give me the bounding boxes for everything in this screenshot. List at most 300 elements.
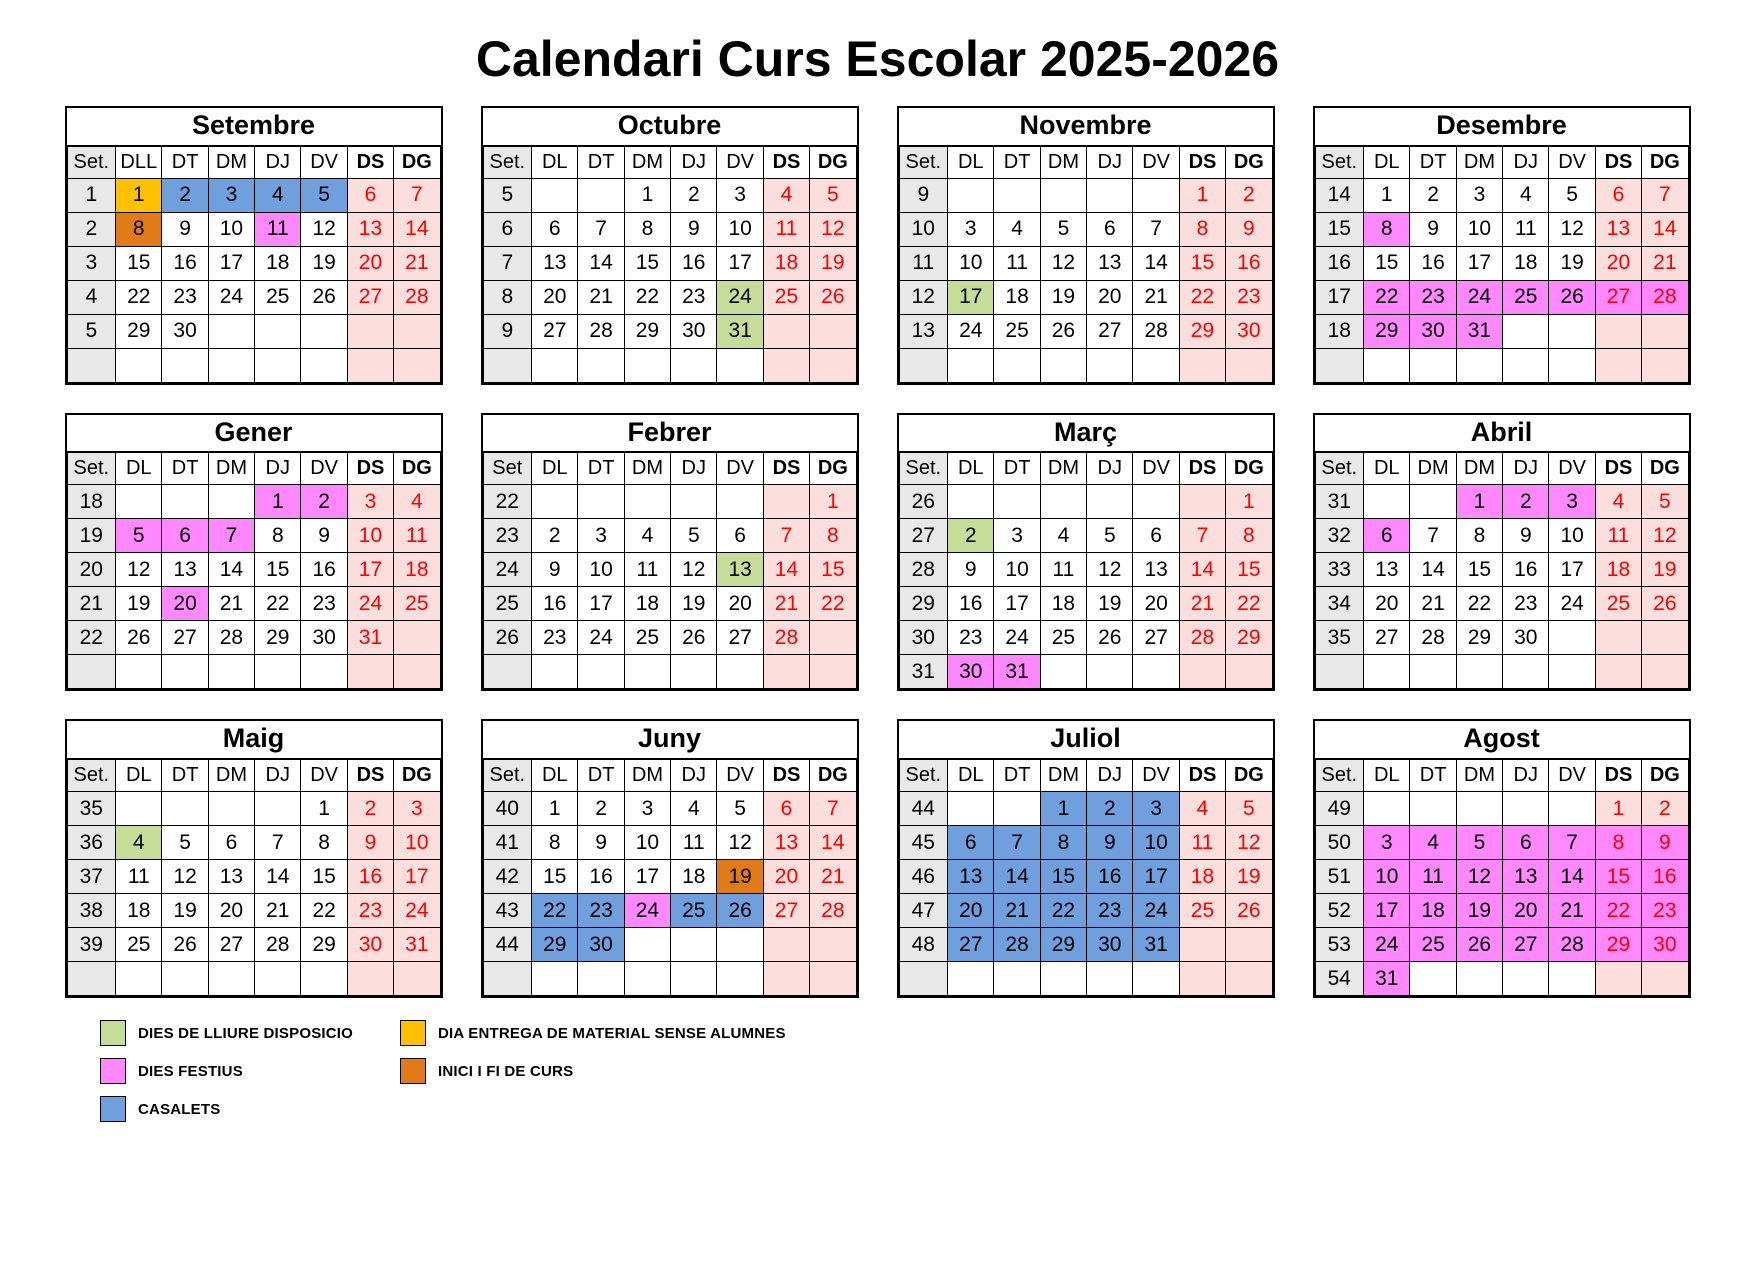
day-cell[interactable]: 11 bbox=[1179, 826, 1225, 860]
day-cell[interactable]: 16 bbox=[532, 587, 578, 621]
day-cell[interactable]: 25 bbox=[116, 928, 162, 962]
day-cell[interactable]: 31 bbox=[717, 314, 763, 348]
day-cell[interactable]: 9 bbox=[671, 212, 717, 246]
day-cell[interactable]: 19 bbox=[717, 860, 763, 894]
day-cell[interactable]: 29 bbox=[301, 928, 347, 962]
day-cell[interactable]: 21 bbox=[1179, 587, 1225, 621]
day-cell[interactable]: 17 bbox=[347, 553, 393, 587]
day-cell[interactable]: 5 bbox=[301, 178, 347, 212]
day-cell[interactable]: 7 bbox=[994, 826, 1040, 860]
day-cell[interactable]: 8 bbox=[1595, 826, 1641, 860]
day-cell[interactable] bbox=[1040, 485, 1086, 519]
day-cell[interactable]: 2 bbox=[162, 178, 208, 212]
day-cell[interactable]: 28 bbox=[763, 621, 809, 655]
day-cell[interactable]: 18 bbox=[116, 894, 162, 928]
day-cell[interactable]: 31 bbox=[1364, 962, 1410, 996]
day-cell[interactable]: 18 bbox=[671, 860, 717, 894]
day-cell[interactable]: 19 bbox=[301, 246, 347, 280]
day-cell[interactable]: 25 bbox=[394, 587, 440, 621]
day-cell[interactable]: 2 bbox=[1410, 178, 1456, 212]
day-cell[interactable]: 9 bbox=[1642, 826, 1688, 860]
day-cell[interactable]: 21 bbox=[994, 894, 1040, 928]
day-cell[interactable]: 24 bbox=[1364, 928, 1410, 962]
day-cell[interactable]: 29 bbox=[1595, 928, 1641, 962]
day-cell[interactable]: 22 bbox=[532, 894, 578, 928]
day-cell[interactable] bbox=[1642, 655, 1688, 689]
day-cell[interactable]: 4 bbox=[1595, 485, 1641, 519]
day-cell[interactable]: 10 bbox=[347, 519, 393, 553]
day-cell[interactable]: 3 bbox=[717, 178, 763, 212]
day-cell[interactable] bbox=[994, 178, 1040, 212]
day-cell[interactable]: 15 bbox=[116, 246, 162, 280]
day-cell[interactable]: 8 bbox=[624, 212, 670, 246]
day-cell[interactable]: 6 bbox=[948, 826, 994, 860]
day-cell[interactable]: 29 bbox=[1179, 314, 1225, 348]
day-cell[interactable] bbox=[1549, 792, 1595, 826]
day-cell[interactable]: 25 bbox=[1595, 587, 1641, 621]
day-cell[interactable]: 24 bbox=[994, 621, 1040, 655]
day-cell[interactable] bbox=[1364, 655, 1410, 689]
day-cell[interactable]: 16 bbox=[1410, 246, 1456, 280]
day-cell[interactable]: 2 bbox=[948, 519, 994, 553]
day-cell[interactable]: 11 bbox=[671, 826, 717, 860]
day-cell[interactable]: 19 bbox=[162, 894, 208, 928]
day-cell[interactable]: 30 bbox=[948, 655, 994, 689]
day-cell[interactable] bbox=[532, 348, 578, 382]
day-cell[interactable] bbox=[532, 485, 578, 519]
day-cell[interactable]: 21 bbox=[1133, 280, 1179, 314]
day-cell[interactable] bbox=[116, 962, 162, 996]
day-cell[interactable]: 19 bbox=[1549, 246, 1595, 280]
day-cell[interactable]: 5 bbox=[1040, 212, 1086, 246]
day-cell[interactable] bbox=[1040, 178, 1086, 212]
day-cell[interactable]: 14 bbox=[394, 212, 440, 246]
day-cell[interactable] bbox=[1226, 348, 1272, 382]
day-cell[interactable] bbox=[1226, 655, 1272, 689]
day-cell[interactable] bbox=[671, 655, 717, 689]
day-cell[interactable] bbox=[1503, 348, 1549, 382]
day-cell[interactable] bbox=[671, 348, 717, 382]
day-cell[interactable]: 8 bbox=[1456, 519, 1502, 553]
day-cell[interactable]: 13 bbox=[717, 553, 763, 587]
day-cell[interactable]: 28 bbox=[1410, 621, 1456, 655]
day-cell[interactable]: 30 bbox=[1226, 314, 1272, 348]
day-cell[interactable]: 5 bbox=[1226, 792, 1272, 826]
day-cell[interactable] bbox=[671, 928, 717, 962]
day-cell[interactable]: 23 bbox=[1226, 280, 1272, 314]
day-cell[interactable] bbox=[1642, 348, 1688, 382]
day-cell[interactable] bbox=[1364, 348, 1410, 382]
day-cell[interactable]: 14 bbox=[1642, 212, 1688, 246]
day-cell[interactable]: 26 bbox=[1226, 894, 1272, 928]
day-cell[interactable]: 21 bbox=[763, 587, 809, 621]
day-cell[interactable] bbox=[578, 178, 624, 212]
day-cell[interactable]: 11 bbox=[394, 519, 440, 553]
day-cell[interactable] bbox=[1179, 485, 1225, 519]
day-cell[interactable]: 1 bbox=[301, 792, 347, 826]
day-cell[interactable]: 30 bbox=[1087, 928, 1133, 962]
day-cell[interactable] bbox=[394, 655, 440, 689]
day-cell[interactable] bbox=[763, 485, 809, 519]
day-cell[interactable]: 10 bbox=[1456, 212, 1502, 246]
day-cell[interactable] bbox=[394, 962, 440, 996]
day-cell[interactable] bbox=[1456, 792, 1502, 826]
day-cell[interactable]: 5 bbox=[116, 519, 162, 553]
day-cell[interactable]: 27 bbox=[347, 280, 393, 314]
day-cell[interactable]: 3 bbox=[208, 178, 254, 212]
day-cell[interactable]: 21 bbox=[578, 280, 624, 314]
day-cell[interactable] bbox=[1087, 485, 1133, 519]
day-cell[interactable] bbox=[1087, 348, 1133, 382]
day-cell[interactable]: 14 bbox=[1410, 553, 1456, 587]
day-cell[interactable] bbox=[763, 655, 809, 689]
day-cell[interactable]: 2 bbox=[347, 792, 393, 826]
day-cell[interactable]: 2 bbox=[1226, 178, 1272, 212]
day-cell[interactable]: 23 bbox=[1642, 894, 1688, 928]
day-cell[interactable]: 6 bbox=[1087, 212, 1133, 246]
day-cell[interactable] bbox=[347, 962, 393, 996]
day-cell[interactable]: 11 bbox=[116, 860, 162, 894]
day-cell[interactable] bbox=[255, 655, 301, 689]
day-cell[interactable]: 9 bbox=[1226, 212, 1272, 246]
day-cell[interactable]: 1 bbox=[624, 178, 670, 212]
day-cell[interactable] bbox=[1410, 962, 1456, 996]
day-cell[interactable]: 17 bbox=[1456, 246, 1502, 280]
day-cell[interactable]: 14 bbox=[994, 860, 1040, 894]
day-cell[interactable]: 3 bbox=[1549, 485, 1595, 519]
day-cell[interactable] bbox=[1133, 485, 1179, 519]
day-cell[interactable] bbox=[810, 962, 856, 996]
day-cell[interactable]: 16 bbox=[1226, 246, 1272, 280]
day-cell[interactable] bbox=[810, 348, 856, 382]
day-cell[interactable]: 12 bbox=[1549, 212, 1595, 246]
day-cell[interactable]: 27 bbox=[208, 928, 254, 962]
day-cell[interactable]: 27 bbox=[532, 314, 578, 348]
day-cell[interactable] bbox=[1503, 655, 1549, 689]
day-cell[interactable] bbox=[1040, 655, 1086, 689]
day-cell[interactable] bbox=[255, 348, 301, 382]
day-cell[interactable]: 7 bbox=[208, 519, 254, 553]
day-cell[interactable]: 10 bbox=[578, 553, 624, 587]
day-cell[interactable]: 28 bbox=[394, 280, 440, 314]
day-cell[interactable]: 13 bbox=[1595, 212, 1641, 246]
day-cell[interactable]: 20 bbox=[1595, 246, 1641, 280]
day-cell[interactable]: 7 bbox=[1642, 178, 1688, 212]
day-cell[interactable]: 1 bbox=[255, 485, 301, 519]
day-cell[interactable] bbox=[301, 314, 347, 348]
day-cell[interactable]: 31 bbox=[1133, 928, 1179, 962]
day-cell[interactable] bbox=[1133, 178, 1179, 212]
day-cell[interactable] bbox=[347, 348, 393, 382]
day-cell[interactable]: 24 bbox=[624, 894, 670, 928]
day-cell[interactable]: 23 bbox=[948, 621, 994, 655]
day-cell[interactable] bbox=[1503, 792, 1549, 826]
day-cell[interactable]: 14 bbox=[578, 246, 624, 280]
day-cell[interactable] bbox=[1133, 348, 1179, 382]
day-cell[interactable]: 15 bbox=[1179, 246, 1225, 280]
day-cell[interactable] bbox=[1549, 348, 1595, 382]
day-cell[interactable]: 25 bbox=[1040, 621, 1086, 655]
day-cell[interactable] bbox=[671, 485, 717, 519]
day-cell[interactable] bbox=[994, 485, 1040, 519]
day-cell[interactable]: 23 bbox=[1503, 587, 1549, 621]
day-cell[interactable]: 17 bbox=[1133, 860, 1179, 894]
day-cell[interactable]: 2 bbox=[671, 178, 717, 212]
day-cell[interactable] bbox=[1549, 962, 1595, 996]
day-cell[interactable]: 22 bbox=[624, 280, 670, 314]
day-cell[interactable]: 23 bbox=[532, 621, 578, 655]
day-cell[interactable]: 30 bbox=[347, 928, 393, 962]
day-cell[interactable]: 19 bbox=[1456, 894, 1502, 928]
day-cell[interactable]: 4 bbox=[116, 826, 162, 860]
day-cell[interactable] bbox=[255, 314, 301, 348]
day-cell[interactable] bbox=[1503, 962, 1549, 996]
day-cell[interactable]: 23 bbox=[1410, 280, 1456, 314]
day-cell[interactable]: 26 bbox=[1456, 928, 1502, 962]
day-cell[interactable]: 15 bbox=[255, 553, 301, 587]
day-cell[interactable] bbox=[994, 348, 1040, 382]
day-cell[interactable] bbox=[1456, 962, 1502, 996]
day-cell[interactable]: 1 bbox=[116, 178, 162, 212]
day-cell[interactable] bbox=[1642, 962, 1688, 996]
day-cell[interactable]: 13 bbox=[1087, 246, 1133, 280]
day-cell[interactable]: 21 bbox=[1642, 246, 1688, 280]
day-cell[interactable]: 17 bbox=[994, 587, 1040, 621]
day-cell[interactable]: 9 bbox=[578, 826, 624, 860]
day-cell[interactable]: 1 bbox=[532, 792, 578, 826]
day-cell[interactable]: 19 bbox=[671, 587, 717, 621]
day-cell[interactable]: 6 bbox=[532, 212, 578, 246]
day-cell[interactable]: 2 bbox=[1642, 792, 1688, 826]
day-cell[interactable]: 11 bbox=[255, 212, 301, 246]
day-cell[interactable]: 17 bbox=[1364, 894, 1410, 928]
day-cell[interactable]: 18 bbox=[1595, 553, 1641, 587]
day-cell[interactable]: 26 bbox=[1642, 587, 1688, 621]
day-cell[interactable] bbox=[1595, 348, 1641, 382]
day-cell[interactable] bbox=[624, 348, 670, 382]
day-cell[interactable] bbox=[578, 962, 624, 996]
day-cell[interactable] bbox=[1179, 962, 1225, 996]
day-cell[interactable] bbox=[763, 348, 809, 382]
day-cell[interactable]: 9 bbox=[162, 212, 208, 246]
day-cell[interactable]: 18 bbox=[1410, 894, 1456, 928]
day-cell[interactable]: 14 bbox=[810, 826, 856, 860]
day-cell[interactable]: 28 bbox=[208, 621, 254, 655]
day-cell[interactable]: 26 bbox=[1040, 314, 1086, 348]
day-cell[interactable] bbox=[1456, 348, 1502, 382]
day-cell[interactable]: 1 bbox=[1179, 178, 1225, 212]
day-cell[interactable]: 7 bbox=[255, 826, 301, 860]
day-cell[interactable]: 10 bbox=[1133, 826, 1179, 860]
day-cell[interactable]: 27 bbox=[1133, 621, 1179, 655]
day-cell[interactable] bbox=[994, 792, 1040, 826]
day-cell[interactable]: 5 bbox=[671, 519, 717, 553]
day-cell[interactable]: 12 bbox=[1226, 826, 1272, 860]
day-cell[interactable]: 20 bbox=[208, 894, 254, 928]
day-cell[interactable]: 7 bbox=[763, 519, 809, 553]
day-cell[interactable]: 13 bbox=[1364, 553, 1410, 587]
day-cell[interactable] bbox=[624, 655, 670, 689]
day-cell[interactable]: 20 bbox=[717, 587, 763, 621]
day-cell[interactable]: 15 bbox=[624, 246, 670, 280]
day-cell[interactable] bbox=[717, 928, 763, 962]
day-cell[interactable]: 7 bbox=[1549, 826, 1595, 860]
day-cell[interactable] bbox=[1364, 485, 1410, 519]
day-cell[interactable] bbox=[1179, 655, 1225, 689]
day-cell[interactable]: 24 bbox=[394, 894, 440, 928]
day-cell[interactable]: 13 bbox=[162, 553, 208, 587]
day-cell[interactable]: 29 bbox=[624, 314, 670, 348]
day-cell[interactable] bbox=[624, 485, 670, 519]
day-cell[interactable]: 15 bbox=[1226, 553, 1272, 587]
day-cell[interactable]: 10 bbox=[1364, 860, 1410, 894]
day-cell[interactable] bbox=[208, 348, 254, 382]
day-cell[interactable]: 21 bbox=[1549, 894, 1595, 928]
day-cell[interactable]: 12 bbox=[810, 212, 856, 246]
day-cell[interactable]: 7 bbox=[394, 178, 440, 212]
day-cell[interactable]: 9 bbox=[347, 826, 393, 860]
day-cell[interactable]: 1 bbox=[1040, 792, 1086, 826]
day-cell[interactable]: 18 bbox=[394, 553, 440, 587]
day-cell[interactable]: 28 bbox=[1642, 280, 1688, 314]
day-cell[interactable]: 13 bbox=[532, 246, 578, 280]
day-cell[interactable] bbox=[1642, 621, 1688, 655]
day-cell[interactable] bbox=[532, 655, 578, 689]
day-cell[interactable]: 13 bbox=[208, 860, 254, 894]
day-cell[interactable] bbox=[394, 348, 440, 382]
day-cell[interactable]: 2 bbox=[1503, 485, 1549, 519]
day-cell[interactable]: 19 bbox=[1040, 280, 1086, 314]
day-cell[interactable]: 11 bbox=[1040, 553, 1086, 587]
day-cell[interactable]: 3 bbox=[1364, 826, 1410, 860]
day-cell[interactable] bbox=[162, 655, 208, 689]
day-cell[interactable] bbox=[255, 792, 301, 826]
day-cell[interactable]: 4 bbox=[1040, 519, 1086, 553]
day-cell[interactable]: 10 bbox=[994, 553, 1040, 587]
day-cell[interactable]: 8 bbox=[301, 826, 347, 860]
day-cell[interactable]: 6 bbox=[162, 519, 208, 553]
day-cell[interactable] bbox=[948, 178, 994, 212]
day-cell[interactable]: 6 bbox=[347, 178, 393, 212]
day-cell[interactable] bbox=[948, 348, 994, 382]
day-cell[interactable]: 26 bbox=[116, 621, 162, 655]
day-cell[interactable]: 15 bbox=[1595, 860, 1641, 894]
day-cell[interactable] bbox=[1549, 314, 1595, 348]
day-cell[interactable]: 12 bbox=[1456, 860, 1502, 894]
day-cell[interactable]: 3 bbox=[1133, 792, 1179, 826]
day-cell[interactable]: 15 bbox=[532, 860, 578, 894]
day-cell[interactable]: 4 bbox=[1503, 178, 1549, 212]
day-cell[interactable]: 18 bbox=[624, 587, 670, 621]
day-cell[interactable]: 28 bbox=[1179, 621, 1225, 655]
day-cell[interactable] bbox=[948, 962, 994, 996]
day-cell[interactable]: 13 bbox=[347, 212, 393, 246]
day-cell[interactable]: 19 bbox=[1226, 860, 1272, 894]
day-cell[interactable]: 12 bbox=[1040, 246, 1086, 280]
day-cell[interactable]: 30 bbox=[1503, 621, 1549, 655]
day-cell[interactable]: 11 bbox=[763, 212, 809, 246]
day-cell[interactable]: 27 bbox=[1503, 928, 1549, 962]
day-cell[interactable]: 4 bbox=[1179, 792, 1225, 826]
day-cell[interactable]: 8 bbox=[810, 519, 856, 553]
day-cell[interactable]: 2 bbox=[301, 485, 347, 519]
day-cell[interactable]: 16 bbox=[1087, 860, 1133, 894]
day-cell[interactable] bbox=[717, 962, 763, 996]
day-cell[interactable] bbox=[1226, 928, 1272, 962]
day-cell[interactable] bbox=[948, 485, 994, 519]
day-cell[interactable]: 23 bbox=[347, 894, 393, 928]
day-cell[interactable]: 3 bbox=[948, 212, 994, 246]
day-cell[interactable]: 12 bbox=[301, 212, 347, 246]
day-cell[interactable]: 8 bbox=[1040, 826, 1086, 860]
day-cell[interactable]: 22 bbox=[301, 894, 347, 928]
day-cell[interactable]: 24 bbox=[578, 621, 624, 655]
day-cell[interactable] bbox=[717, 348, 763, 382]
day-cell[interactable]: 13 bbox=[1503, 860, 1549, 894]
day-cell[interactable] bbox=[116, 792, 162, 826]
day-cell[interactable]: 26 bbox=[1087, 621, 1133, 655]
day-cell[interactable]: 25 bbox=[1179, 894, 1225, 928]
day-cell[interactable] bbox=[1595, 655, 1641, 689]
day-cell[interactable]: 28 bbox=[578, 314, 624, 348]
day-cell[interactable]: 15 bbox=[1040, 860, 1086, 894]
day-cell[interactable]: 22 bbox=[810, 587, 856, 621]
day-cell[interactable]: 24 bbox=[347, 587, 393, 621]
day-cell[interactable]: 22 bbox=[1040, 894, 1086, 928]
day-cell[interactable] bbox=[208, 314, 254, 348]
day-cell[interactable] bbox=[1226, 962, 1272, 996]
day-cell[interactable] bbox=[208, 962, 254, 996]
day-cell[interactable] bbox=[1410, 655, 1456, 689]
day-cell[interactable]: 17 bbox=[1549, 553, 1595, 587]
day-cell[interactable]: 16 bbox=[948, 587, 994, 621]
day-cell[interactable]: 30 bbox=[301, 621, 347, 655]
day-cell[interactable]: 3 bbox=[347, 485, 393, 519]
day-cell[interactable]: 29 bbox=[255, 621, 301, 655]
day-cell[interactable]: 20 bbox=[532, 280, 578, 314]
day-cell[interactable]: 25 bbox=[763, 280, 809, 314]
day-cell[interactable]: 14 bbox=[1549, 860, 1595, 894]
day-cell[interactable]: 15 bbox=[301, 860, 347, 894]
day-cell[interactable]: 10 bbox=[624, 826, 670, 860]
day-cell[interactable]: 22 bbox=[1456, 587, 1502, 621]
day-cell[interactable]: 26 bbox=[671, 621, 717, 655]
day-cell[interactable]: 18 bbox=[1503, 246, 1549, 280]
day-cell[interactable] bbox=[1503, 314, 1549, 348]
day-cell[interactable]: 10 bbox=[948, 246, 994, 280]
day-cell[interactable] bbox=[1179, 348, 1225, 382]
day-cell[interactable]: 27 bbox=[1087, 314, 1133, 348]
day-cell[interactable]: 1 bbox=[1456, 485, 1502, 519]
day-cell[interactable]: 5 bbox=[717, 792, 763, 826]
day-cell[interactable] bbox=[578, 348, 624, 382]
day-cell[interactable]: 1 bbox=[1226, 485, 1272, 519]
day-cell[interactable]: 4 bbox=[994, 212, 1040, 246]
day-cell[interactable]: 24 bbox=[1456, 280, 1502, 314]
day-cell[interactable]: 6 bbox=[208, 826, 254, 860]
day-cell[interactable]: 18 bbox=[1040, 587, 1086, 621]
day-cell[interactable]: 25 bbox=[1410, 928, 1456, 962]
day-cell[interactable]: 2 bbox=[578, 792, 624, 826]
day-cell[interactable] bbox=[116, 348, 162, 382]
day-cell[interactable]: 9 bbox=[1087, 826, 1133, 860]
day-cell[interactable]: 27 bbox=[717, 621, 763, 655]
day-cell[interactable]: 1 bbox=[1595, 792, 1641, 826]
day-cell[interactable] bbox=[1549, 621, 1595, 655]
day-cell[interactable]: 2 bbox=[532, 519, 578, 553]
day-cell[interactable]: 10 bbox=[717, 212, 763, 246]
day-cell[interactable] bbox=[1179, 928, 1225, 962]
